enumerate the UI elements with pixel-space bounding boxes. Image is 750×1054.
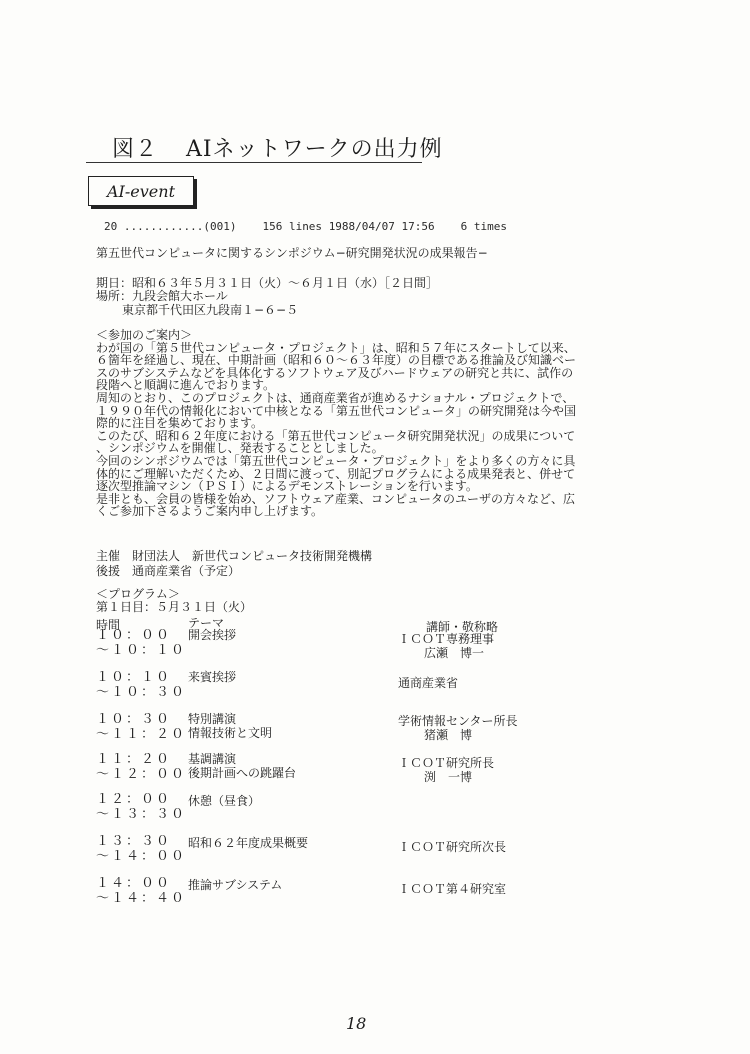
guide-line: わが国の「第５世代コンピュータ・プロジェクト」は、昭和５７年にスタートして以来、 [96, 340, 576, 355]
speaker-line: ＩＣＯＴ研究所長 [398, 756, 495, 770]
program-day: 第１日目：５月３１日（火） [96, 599, 253, 614]
guide-line: 体的にご理解いただくため、２日間に渡って、別記プログラムによる成果発表と、併せて [96, 466, 576, 481]
session-start: １２：００ [96, 792, 172, 807]
speaker-line: ＩＣＯＴ第４研究室 [398, 882, 507, 896]
subject-line: 第五世代コンピュータに関するシンポジウム−研究開発状況の成果報告− [96, 246, 488, 260]
session-end: 〜１２：００ [96, 767, 187, 782]
guide-line: 今回のシンポジウムでは「第五世代コンピュータ・プロジェクト」をより多くの方々に具 [96, 453, 576, 468]
session-speaker [398, 714, 518, 742]
ai-event-tag-label: AI-event [107, 181, 175, 201]
address-row: 東京都千代田区九段南１−６−５ [122, 303, 299, 317]
message-lines: 156 lines [262, 220, 323, 233]
session-start: １３：３０ [96, 834, 172, 849]
message-times: 6 times [460, 220, 508, 233]
session-end: 〜１０：３０ [96, 685, 187, 700]
speaker-line: 広瀬 博一 [424, 646, 485, 660]
message-id: 20 ............(001) [104, 220, 237, 233]
session-start: １０：１０ [96, 670, 172, 685]
session-speaker [398, 632, 494, 660]
session-speaker [398, 676, 458, 690]
guide-line: ６箇年を経過し、現在、中期計画（昭和６０〜６３年度）の目標である推論及び知識ベー [96, 353, 577, 368]
session-speaker [398, 756, 494, 784]
session-topic-line: 推論サブシステム [188, 878, 283, 892]
guide-line: 周知のとおり、このプロジェクトは、通商産業省が進めるナショナル・プロジェクトで、 [96, 390, 575, 405]
figure-title [112, 132, 443, 163]
session-start: １０：００ [96, 628, 172, 643]
session-end: 〜１４：４０ [96, 891, 187, 906]
session-time [96, 712, 186, 742]
session-time [96, 670, 186, 700]
session-topic-line: 開会挨拶 [188, 628, 237, 642]
speaker-line: 猪瀬 博 [424, 728, 473, 742]
session-topic [188, 712, 272, 740]
speaker-line: 渕 一博 [424, 770, 473, 784]
session-topic-line: 昭和６２年度成果概要 [188, 836, 309, 850]
session-topic [188, 794, 260, 808]
message-header [104, 220, 507, 233]
session-end: 〜１４：００ [96, 849, 187, 864]
guide-heading: ＜参加のご案内＞ [96, 328, 193, 342]
session-start: １４：００ [96, 876, 172, 891]
program-heading: ＜プログラム＞ [96, 587, 180, 601]
session-topic-line: 来賓挨拶 [188, 670, 237, 684]
guide-line: くご参加下さるようご案内申し上げます。 [96, 504, 324, 519]
session-end: 〜１０：１０ [96, 643, 187, 658]
guide-line: 逐次型推論マシン（ＰＳＩ）によるデモンストレーションを行います。 [96, 479, 478, 494]
figure-title-underline [86, 162, 422, 163]
session-end: 〜１１：２０ [96, 727, 187, 742]
session-topic [188, 836, 308, 850]
page-number: 18 [346, 1014, 367, 1033]
session-topic-line: 情報技術と文明 [188, 726, 273, 740]
session-topic-line: 基調講演 [188, 752, 237, 766]
guide-line: １９９０年代の情報化において中核となる「第五世代コンピュータ」の研究開発は今や国 [96, 403, 577, 418]
guide-line: 是非とも、会員の皆様を始め、ソフトウェア産業、コンピュータのユーザの方々など、広 [96, 491, 576, 506]
session-speaker [398, 840, 506, 854]
session-speaker [398, 882, 506, 896]
date-row: 期日：昭和６３年５月３１日（火）〜６月１日（水）［２日間］ [96, 276, 439, 290]
session-time [96, 834, 186, 864]
message-datetime: 1988/04/07 17:56 [328, 220, 435, 233]
speaker-line: 学術情報センター所長 [398, 714, 518, 728]
session-topic [188, 752, 296, 780]
figure-number: 図２ [112, 137, 159, 162]
speaker-line: 通商産業省 [398, 676, 459, 690]
guide-line: 際的に注目を集めております。 [96, 416, 264, 431]
speaker-line: ＩＣＯＴ専務理事 [398, 632, 495, 646]
column-time: 時間 [96, 618, 121, 632]
guide-line: スのサブシステムなどを具体化するソフトウェア及びハードウェアの研究と共に、試作の [96, 365, 574, 380]
session-topic [188, 670, 236, 684]
session-topic-line: 特別講演 [188, 712, 237, 726]
program-header [96, 588, 252, 613]
session-start: １０：３０ [96, 712, 172, 727]
organizer-host: 主催 財団法人 新世代コンピュータ技術開発機構 [96, 549, 373, 563]
session-start: １１：２０ [96, 752, 172, 767]
session-topic-line: 後期計画への跳躍台 [188, 766, 297, 780]
column-speaker: 講師・敬称略 [426, 620, 499, 634]
speaker-line: ＩＣＯＴ研究所次長 [398, 840, 507, 854]
ai-event-tag [88, 176, 194, 206]
session-topic [188, 878, 282, 892]
session-time [96, 876, 186, 906]
session-time [96, 792, 186, 822]
session-time [96, 752, 186, 782]
guide-section [96, 329, 576, 518]
column-theme: テーマ [188, 616, 225, 630]
figure-label: AIネットワークの出力例 [186, 137, 443, 162]
session-time [96, 628, 186, 658]
guide-line: 、シンポジウムを開催し、発表することとしました。 [96, 441, 384, 456]
organizer-support: 後援 通商産業省（予定） [96, 564, 241, 578]
session-topic-line: 休憩（昼食） [188, 794, 261, 808]
session-end: 〜１３：３０ [96, 807, 187, 822]
guide-line: このたび、昭和６２年度における「第五世代コンピュータ研究開発状況」の成果について [96, 428, 576, 443]
place-row: 場所：九段会館大ホール [96, 289, 228, 303]
organizers [96, 549, 372, 579]
session-topic [188, 628, 236, 642]
guide-line: 段階へと順調に進んでおります。 [96, 378, 276, 393]
